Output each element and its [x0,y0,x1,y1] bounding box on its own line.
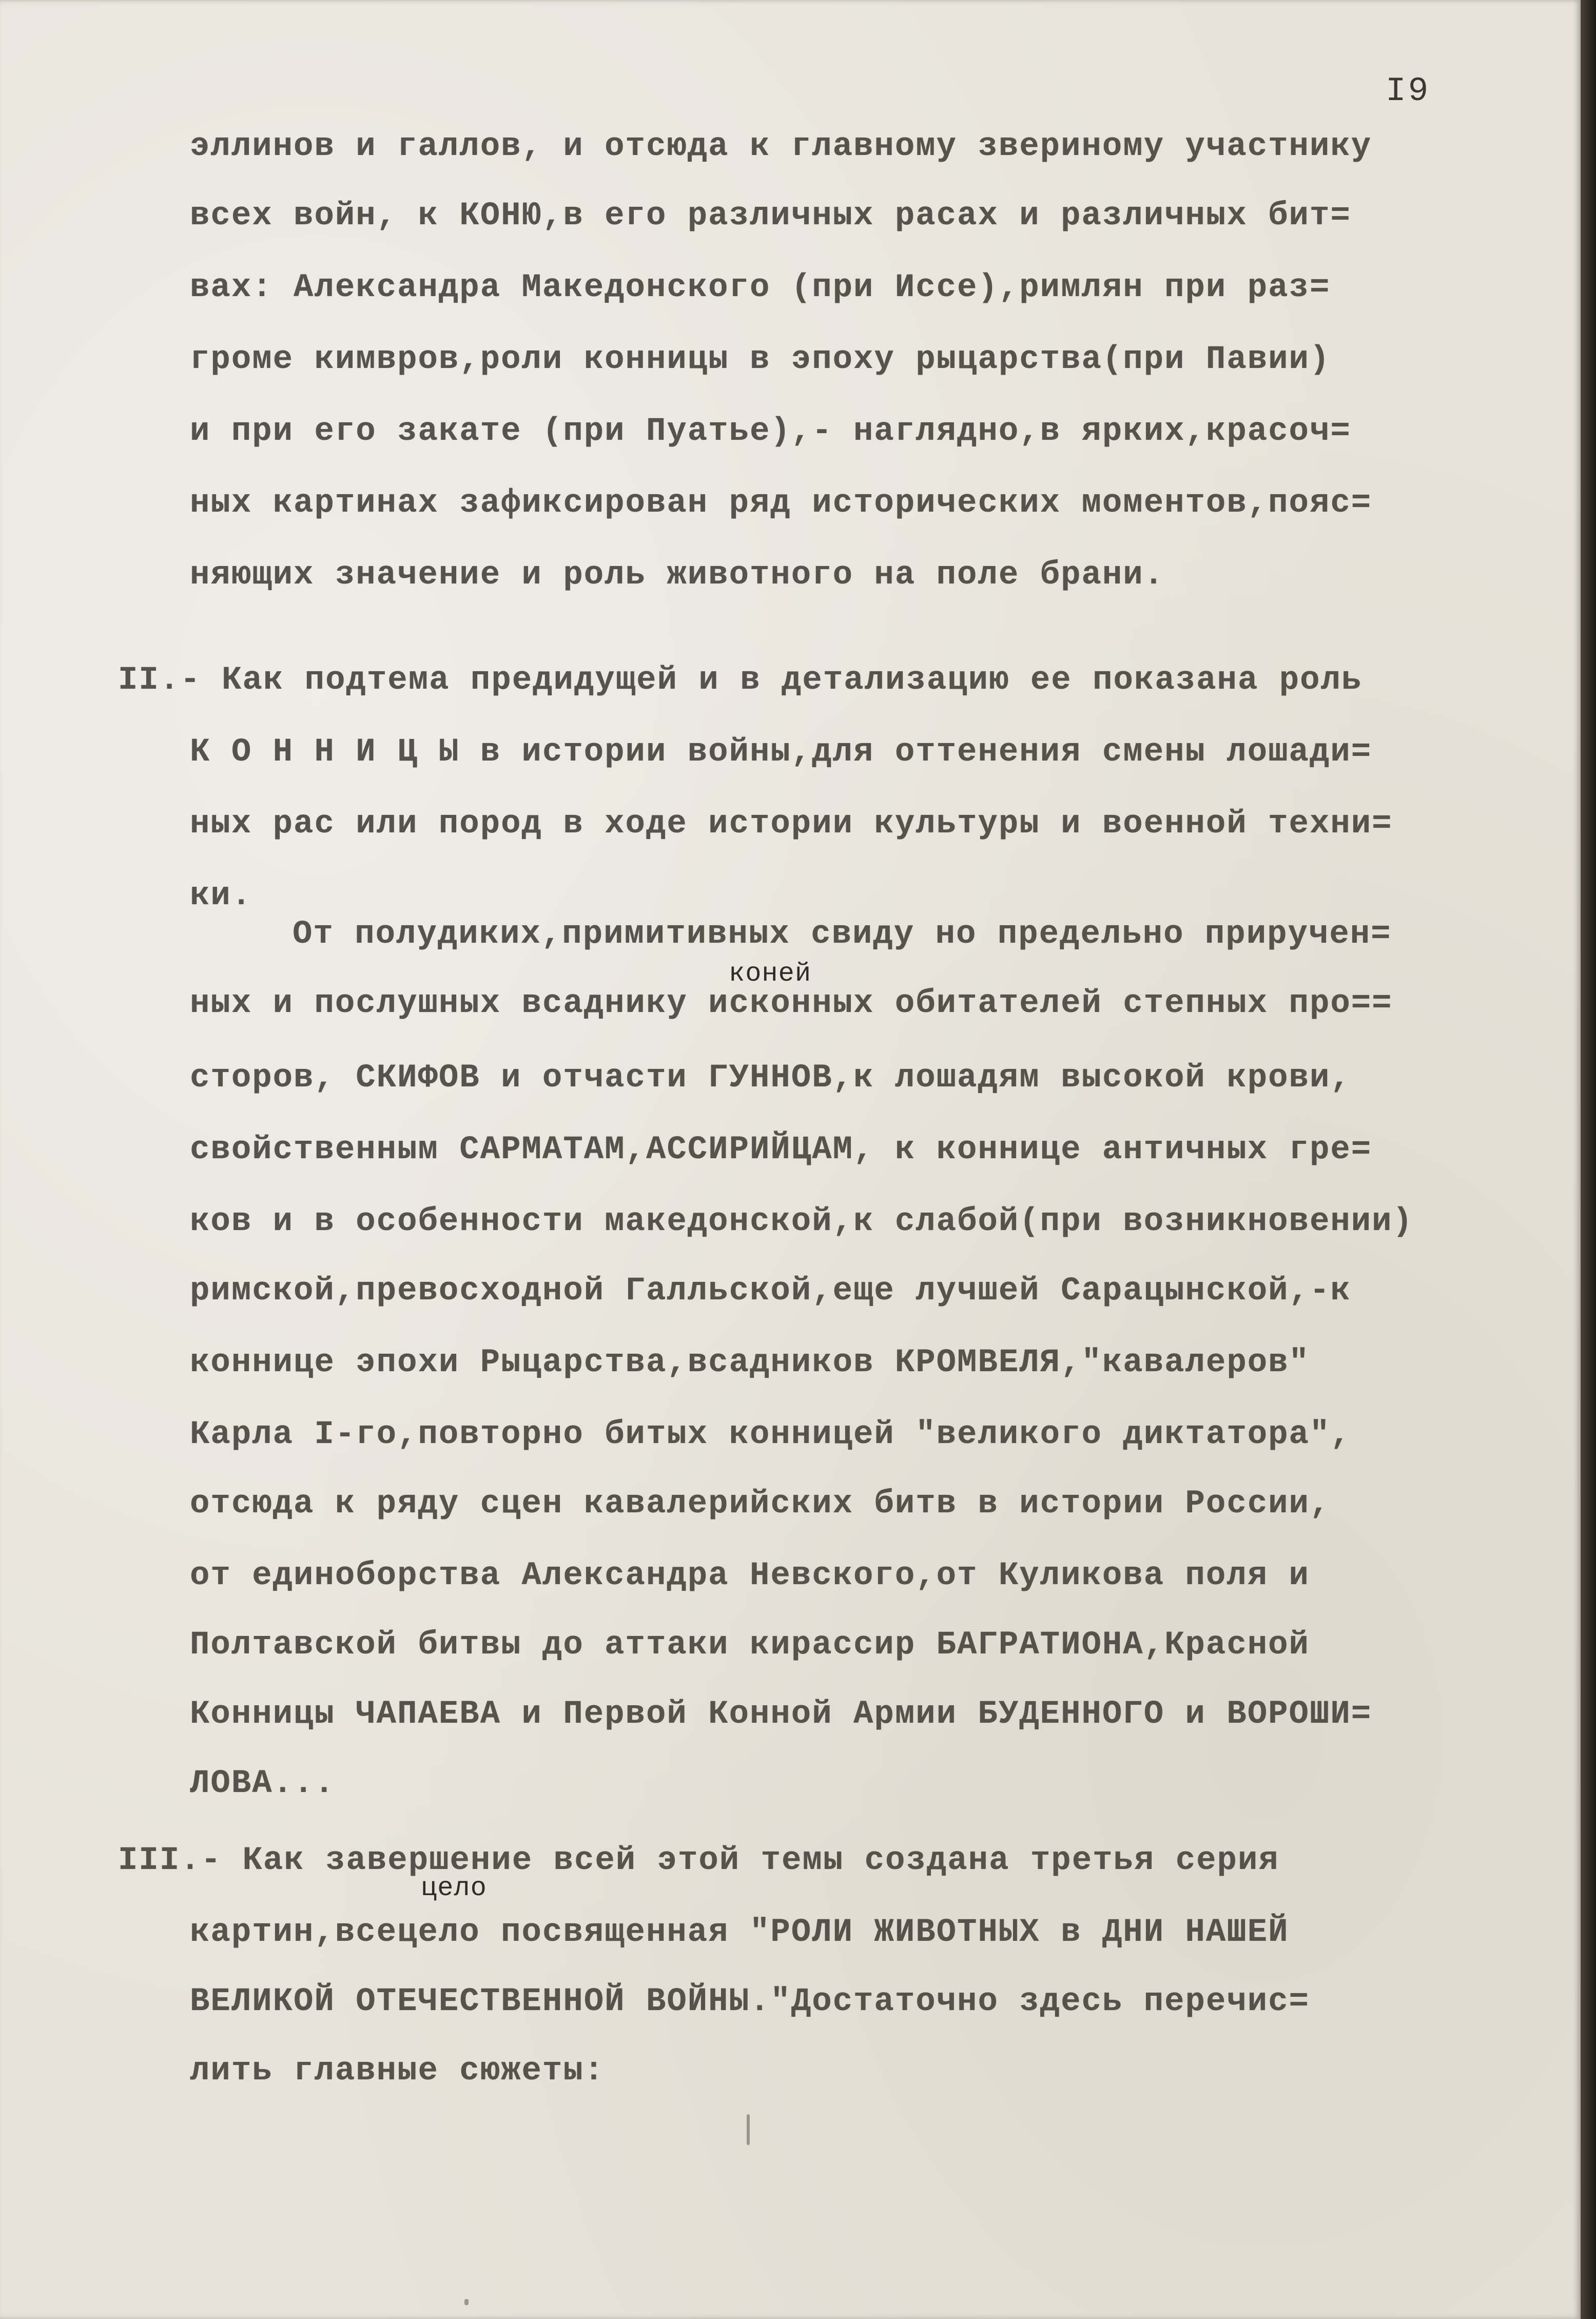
text-line: сторов, СКИФОВ и отчасти ГУННОВ,к лошадям высокой крови, [190,1060,1351,1097]
handwritten-insert-koney: коней [729,959,812,989]
section-heading-line: III.- Как завершение всей этой темы создана третья серия [118,1842,1279,1879]
section-heading-line: II.- Как подтема предидущей и в детализацию ее показана роль [118,662,1363,699]
text-line: ЛОВА... [190,1765,335,1802]
handwritten-insert-tselo: цело [421,1873,487,1903]
page-number: I9 [1386,72,1431,110]
ink-smudge [747,2114,750,2145]
text-line: эллинов и галлов, и отсюда к главному звериному участнику [190,128,1372,165]
text-line: всех войн, к КОНЮ,в его различных расах и различных бит= [190,198,1351,235]
page-edge-shadow [1581,0,1596,2319]
text-line: ков и в особенности македонской,к слабой(при возникновении) [190,1203,1413,1240]
text-line: Карла I-го,повторно битых конницей "великого диктатора", [190,1416,1351,1453]
text-line: Конницы ЧАПАЕВА и Первой Конной Армии БУДЕННОГО и ВОРОШИ= [190,1696,1372,1733]
ink-dot [464,2299,469,2305]
text-line: от единоборства Александра Невского,от Куликова поля и [190,1557,1310,1594]
text-line: громе кимвров,роли конницы в эпоху рыцарства(при Павии) [190,341,1331,378]
text-line: ных и послушных всаднику исконных обитателей степных про== [190,985,1393,1022]
text-line: картин,всецело посвященная "РОЛИ ЖИВОТНЫХ в ДНИ НАШЕЙ [190,1914,1289,1951]
text-line: ных рас или пород в ходе истории культуры и военной техни= [190,806,1393,843]
text-line: римской,превосходной Галльской,еще лучшей Сарацынской,-к [190,1273,1351,1310]
text-line: коннице эпохи Рыцарства,всадников КРОМВЕЛЯ,"кавалеров" [190,1344,1310,1381]
text-line: и при его закате (при Пуатье),- наглядно,в ярких,красоч= [190,413,1351,450]
text-line: ки. [190,878,252,914]
text-line: От полудиких,примитивных свиду но предельно приручен= [293,916,1392,953]
text-line: Полтавской битвы до аттаки кирассир БАГРАТИОНА,Красной [190,1627,1310,1664]
text-line: К О Н Н И Ц Ы в истории войны,для оттенения смены лошади= [190,734,1372,771]
text-line: вах: Александра Македонского (при Иссе),римлян при раз= [190,269,1331,306]
text-line: няющих значение и роль животного на поле брани. [190,557,1165,594]
text-line: ВЕЛИКОЙ ОТЕЧЕСТВЕННОЙ ВОЙНЫ."Достаточно здесь перечис= [190,1983,1310,2020]
text-line: свойственным САРМАТАМ,АССИРИЙЦАМ, к коннице античных гре= [190,1132,1372,1168]
text-line: лить главные сюжеты: [190,2053,605,2090]
text-line: ных картинах зафиксирован ряд исторических моментов,пояс= [190,485,1372,522]
text-line: отсюда к ряду сцен кавалерийских битв в истории России, [190,1486,1331,1523]
